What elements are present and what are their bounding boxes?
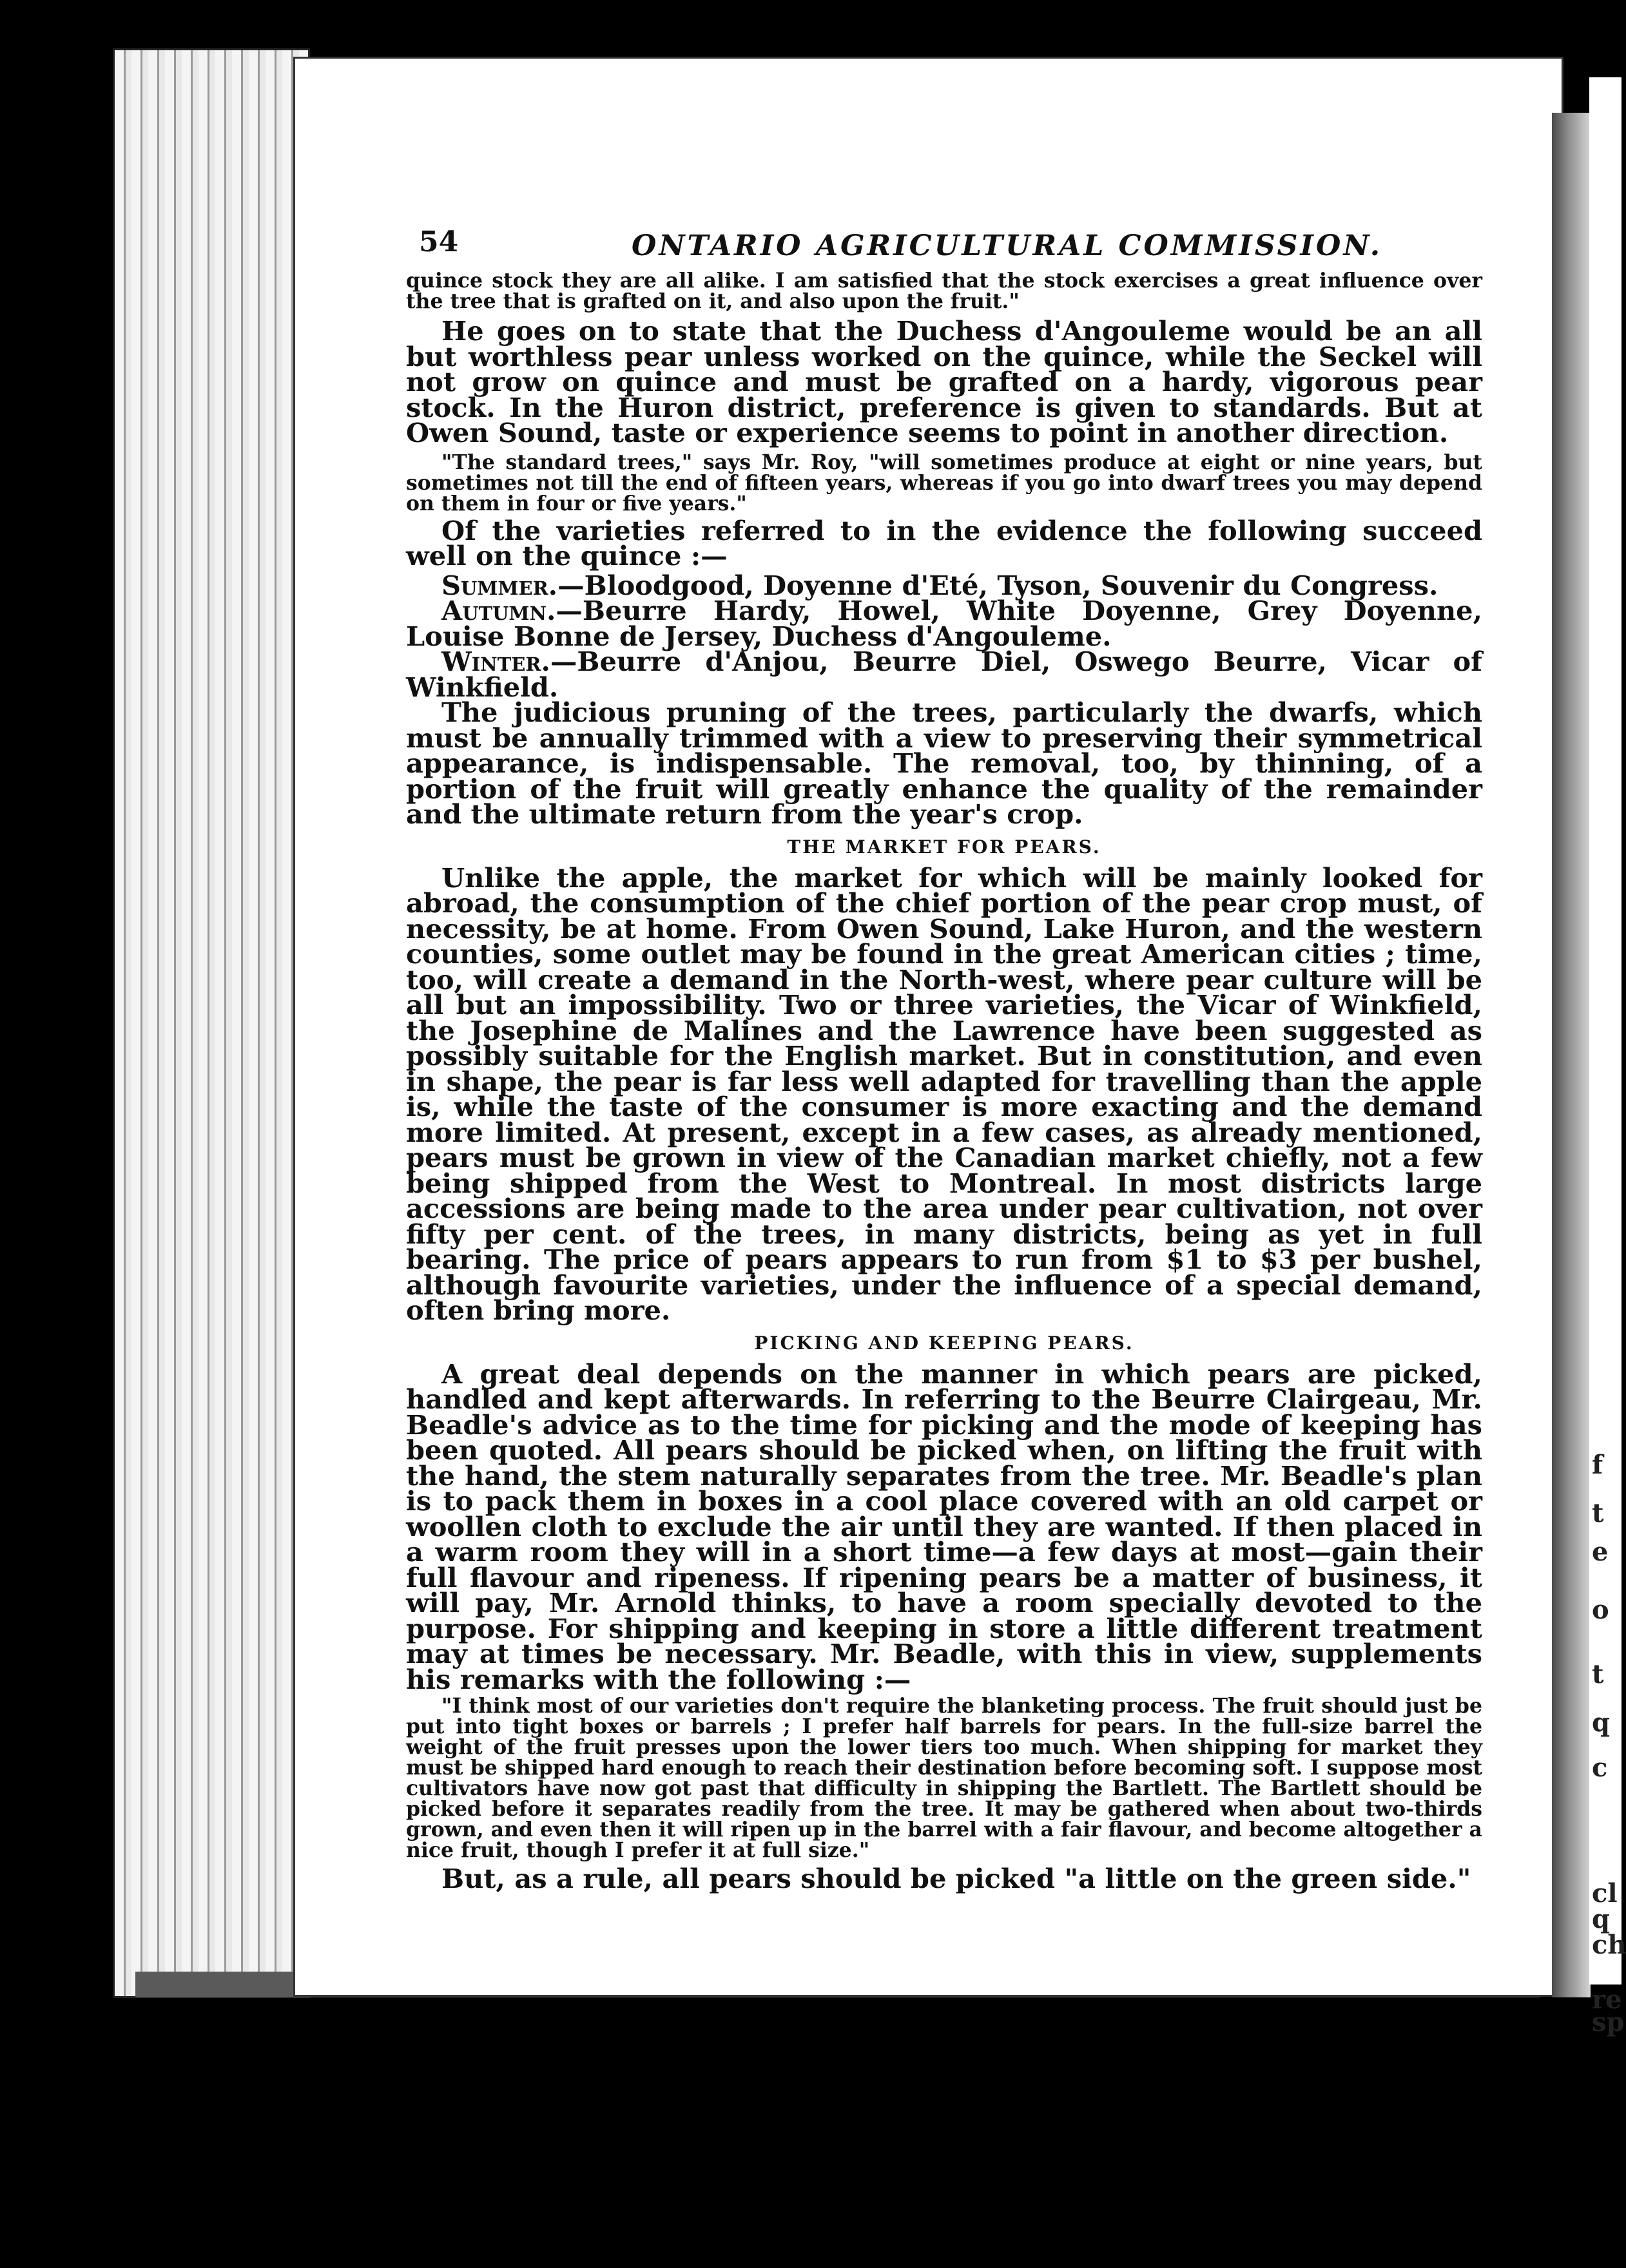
book-gutter	[1552, 113, 1591, 1997]
fragment: f	[1592, 1450, 1603, 1480]
quote-beadle: "I think most of our varieties don't require the blanketing process. The fruit should just be put into tight boxes or barrels ; I prefer half barrels for pears. In the full-size barrel the weight of the fruit presses upon the lower tiers too much. When shipping for market they must be shipped hard enough to reach their destination before becoming soft. I suppose most cultivators have now got past that difficulty in shipping the Bartlett. The Bartlett should be picked before it separates readily from the tree. It may be gathered when about two-thirds grown, and even then it will ripen up in the barrel with a fair flavour, and become altogether a nice fruit, though I prefer it at full size."	[406, 1694, 1482, 1862]
fragment: q	[1592, 1904, 1610, 1934]
book-page-edges	[113, 48, 310, 1998]
paragraph-pruning: The judicious pruning of the trees, particularly the dwarfs, which must be annually trimmed with a view to preserving their symmetrical appearance, is indispensable. The removal, too, by thinning, of a portion of the fruit will greatly enhance the quality of the remainder and the ultimate return from the year's crop.	[406, 697, 1482, 830]
variety-label: Autumn.	[441, 595, 556, 626]
fragment: q	[1592, 1707, 1610, 1738]
paragraph-varieties: Of the varieties referred to in the evidence the following succeed well on the quince :—	[406, 514, 1482, 572]
fragment: cl	[1592, 1878, 1618, 1908]
adjacent-page-fragment	[1589, 77, 1626, 2037]
paragraph-duchess: He goes on to state that the Duchess d'Angouleme would be an all but worthless pear unless worked on the quince, while the Seckel will not grow on quince and must be grafted on a hardy, vigorous pear stock. In the Huron district, preference is given to standards. But at Owen Sound, taste or experience seems to point in another direction.	[406, 315, 1482, 448]
paragraph-picking: A great deal depends on the manner in which pears are picked, handled and kept afterwards. In referring to the Beurre Clairgeau, Mr. Beadle's advice as to the time for picking and the mode of keeping has been quoted. All pears should be picked when, on lifting the fruit with the hand, the stem naturally separates from the tree. Mr. Beadle's plan is to pack them in boxes in a cool place covered with an old carpet or woollen cloth to exclude the air until they are wanted. If then placed in a warm room they will in a short time—a few days at most—gain their full flavour and ripeness. If ripening pears be a matter of business, it will pay, Mr. Arnold thinks, to have a room specially devoted to the purpose. For shipping and keeping in store a little different treatment may at times be necessary. Mr. Beadle, with this in view, supplements his remarks with the following :—	[406, 1358, 1482, 1695]
paragraph-market: Unlike the apple, the market for which will be mainly looked for abroad, the consumption of the chief portion of the pear crop must, of necessity, be at home. From Owen Sound, Lake Huron, and the western counties, some outlet may be found in the great American cities ; time, too, will create a demand in the North-west, where pear culture will be all but an impossibility. Two or three varieties, the Vicar of Winkfield, the Josephine de Malines and the Lawrence have been suggested as possibly suitable for the English market. But in constitution, and even in shape, the pear is far less well adapted for travelling than the apple is, while the taste of the consumer is more exacting and the demand more limited. At present, except in a few cases, as already mentioned, pears must be grown in view of the Canadian market chiefly, not a few being shipped from the West to Montreal. In most districts large accessions are being made to the area under pear cultivation, not over fifty per cent. of the trees, in many districts, being as yet in full bearing. The price of pears appears to run from $1 to $3 per bushel, although favourite varieties, under the influence of a special demand, often bring more.	[406, 861, 1482, 1326]
paragraph-green-side: But, as a rule, all pears should be picked "a little on the green side."	[441, 1863, 1471, 1894]
page-number: 54	[419, 226, 459, 258]
fragment: c	[1592, 1753, 1608, 1783]
fragment: sp	[1592, 2007, 1625, 2037]
variety-label: Winter.	[441, 646, 550, 677]
fragment: re	[1592, 1984, 1622, 2015]
page-content	[406, 226, 1482, 1892]
quote-roy: "The standard trees," says Mr. Roy, "will sometimes produce at eight or nine years, but sometimes not till the end of fifteen years, whereas if you go into dwarf trees you may depend on them in four or five years."	[406, 450, 1482, 515]
running-title: ONTARIO AGRICULTURAL COMMISSION.	[632, 229, 1383, 262]
running-head	[406, 226, 1482, 271]
variety-winter	[406, 646, 1482, 703]
fragment: ch	[1592, 1930, 1626, 1960]
section-heading-market: THE MARKET FOR PEARS.	[787, 836, 1101, 858]
quote-continuation: quince stock they are all alike. I am satisfied that the stock exercises a great influence over the tree that is grafted on it, and also upon the fruit."	[406, 269, 1482, 313]
fragment: o	[1592, 1595, 1609, 1625]
variety-autumn	[406, 595, 1482, 652]
variety-list: —Beurre d'Anjou, Beurre Diel, Oswego Beurre, Vicar of Winkfield.	[406, 646, 1482, 703]
fragment: e	[1592, 1537, 1609, 1567]
variety-label: Summer.	[441, 569, 558, 601]
variety-list: —Beurre Hardy, Howel, White Doyenne, Grey Doyenne, Louise Bonne de Jersey, Duchess d'Angouleme.	[406, 595, 1482, 652]
variety-list: —Bloodgood, Doyenne d'Eté, Tyson, Souvenir du Congress.	[557, 569, 1438, 601]
fragment: t	[1592, 1659, 1604, 1689]
fragment: t	[1592, 1498, 1604, 1528]
section-heading-picking: PICKING AND KEEPING PEARS.	[754, 1332, 1134, 1354]
